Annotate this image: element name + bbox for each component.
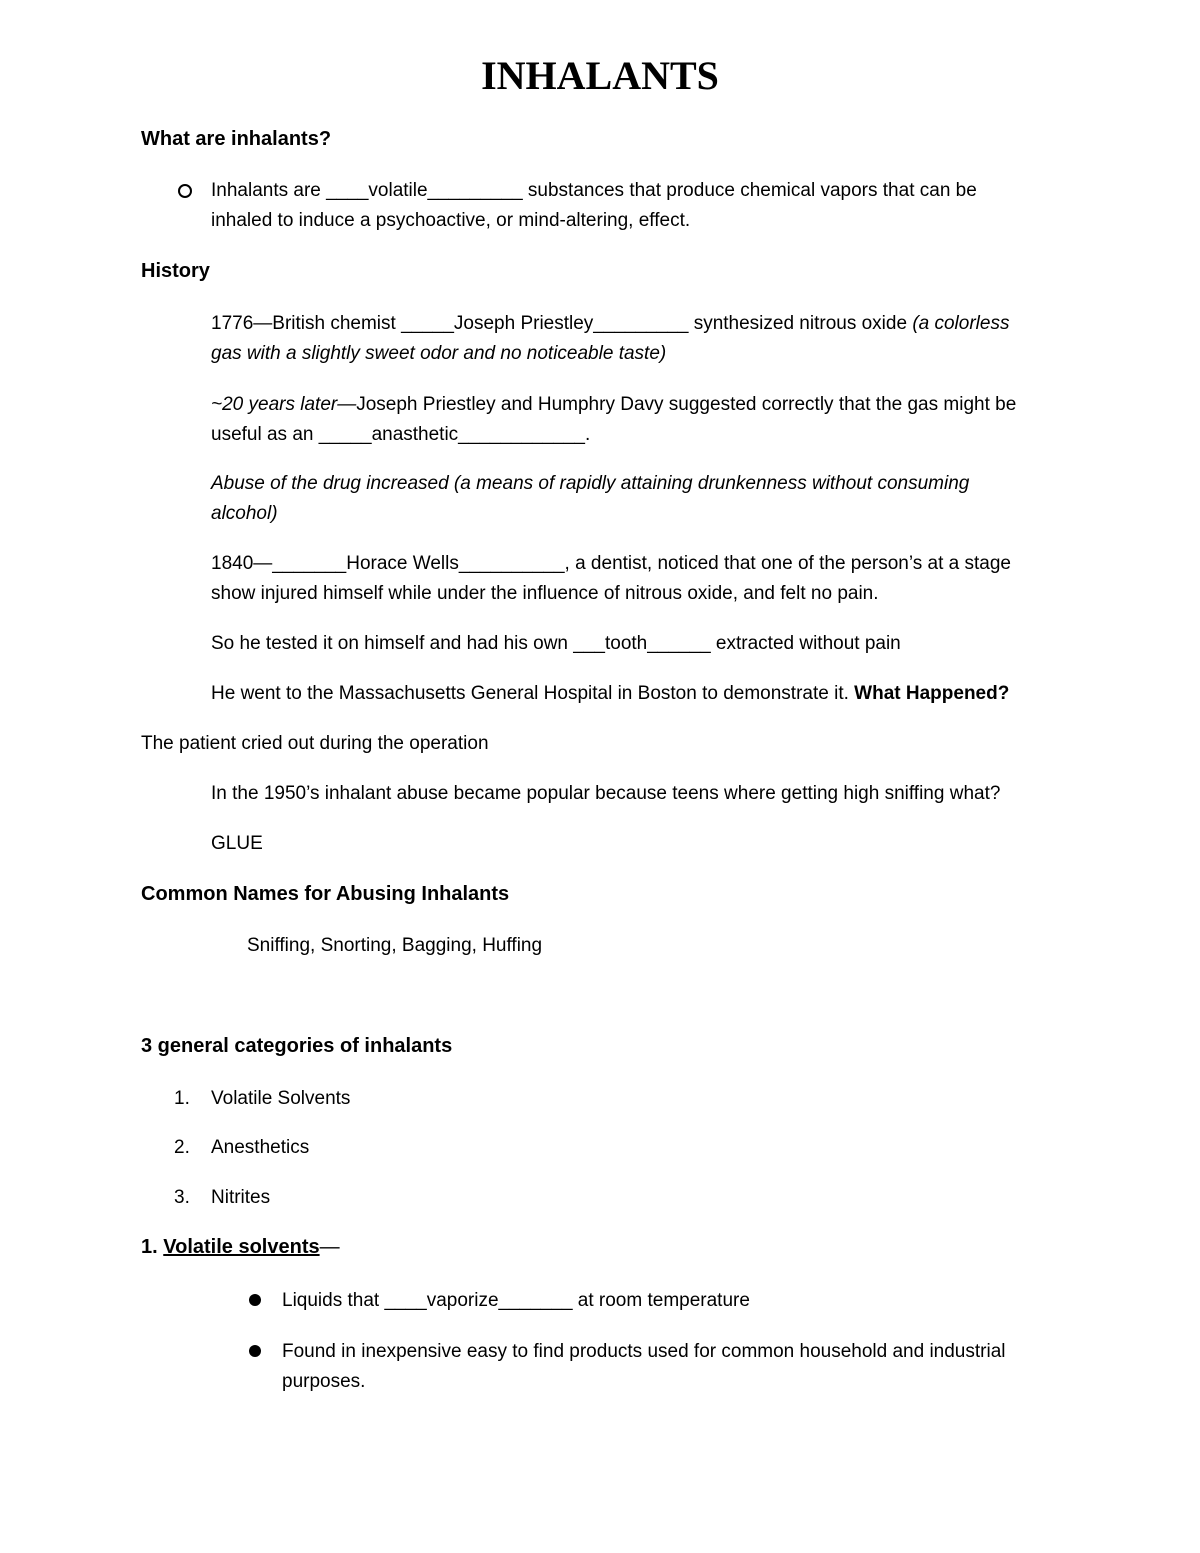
history-question: What Happened? xyxy=(854,683,1010,704)
solvents-bullet-products xyxy=(282,1337,1072,1397)
history-1776-text: 1776—British chemist _____Joseph Priestley_________ synthesized nitrous oxide xyxy=(211,313,913,334)
history-20years-label: ~20 years later— xyxy=(211,394,357,415)
definition-line-1: Inhalants are ____volatile_________ substances that produce chemical vapors that can be xyxy=(211,180,977,201)
category-number: 1. xyxy=(174,1088,190,1109)
filled-bullet-icon xyxy=(249,1294,261,1306)
section-heading-what: What are inhalants? xyxy=(141,128,332,150)
volatile-solvents-title: Volatile solvents xyxy=(163,1236,320,1258)
volatile-solvents-dash: — xyxy=(319,1236,340,1258)
category-item-anesthetics: Anesthetics xyxy=(211,1137,310,1158)
category-item-volatile-solvents: Volatile Solvents xyxy=(211,1088,351,1109)
history-paragraph-massachusetts xyxy=(211,679,1071,709)
history-answer-glue: GLUE xyxy=(211,833,263,854)
history-1776-note-cont: gas with a slightly sweet odor and no noticeable taste) xyxy=(211,343,667,364)
section-heading-volatile-solvents xyxy=(141,1236,340,1259)
history-massachusetts-text: He went to the Massachusetts General Hospital in Boston to demonstrate it. xyxy=(211,683,855,704)
solvents-products-line-2: purposes. xyxy=(282,1371,366,1392)
filled-bullet-icon xyxy=(249,1345,261,1357)
history-paragraph-20years xyxy=(211,390,1071,450)
history-20years-text: Joseph Priestley and Humphry Davy suggested correctly that the gas might be xyxy=(356,394,1017,415)
hollow-bullet-icon xyxy=(178,184,192,198)
solvents-bullet-vaporize: Liquids that ____vaporize_______ at room temperature xyxy=(282,1290,750,1311)
section-heading-common-names: Common Names for Abusing Inhalants xyxy=(141,883,510,905)
history-1776-note: (a colorless xyxy=(912,313,1010,334)
history-abuse-line-1: Abuse of the drug increased (a means of rapidly attaining drunkenness without consuming xyxy=(211,473,970,494)
history-paragraph-tooth: So he tested it on himself and had his own ___tooth______ extracted without pain xyxy=(211,633,901,654)
category-number: 3. xyxy=(174,1187,190,1208)
history-abuse-line-2: alcohol) xyxy=(211,503,278,524)
category-number: 2. xyxy=(174,1137,190,1158)
definition-line-2: inhaled to induce a psychoactive, or mind-altering, effect. xyxy=(211,210,691,231)
history-paragraph-abuse xyxy=(211,469,1071,529)
solvents-products-line-1: Found in inexpensive easy to find products used for common household and industrial xyxy=(282,1341,1006,1362)
history-1840-line-2: show injured himself while under the influence of nitrous oxide, and felt no pain. xyxy=(211,583,879,604)
category-item-nitrites: Nitrites xyxy=(211,1187,271,1208)
history-paragraph-1840 xyxy=(211,549,1071,609)
common-names-list: Sniffing, Snorting, Bagging, Huffing xyxy=(247,935,543,956)
history-answer: The patient cried out during the operation xyxy=(141,733,489,754)
definition-paragraph xyxy=(211,176,1071,236)
section-heading-categories: 3 general categories of inhalants xyxy=(141,1035,453,1057)
section-heading-history: History xyxy=(141,260,210,282)
history-1840-line-1: 1840—_______Horace Wells__________, a dentist, noticed that one of the person’s at a stage xyxy=(211,553,1011,574)
history-20years-text-cont: useful as an _____anasthetic____________. xyxy=(211,424,591,445)
history-paragraph-1776 xyxy=(211,309,1071,369)
page-title: INHALANTS xyxy=(481,53,719,98)
history-paragraph-1950s: In the 1950’s inhalant abuse became popular because teens where getting high sniffing what? xyxy=(211,783,1001,804)
volatile-solvents-number: 1. xyxy=(141,1236,164,1258)
